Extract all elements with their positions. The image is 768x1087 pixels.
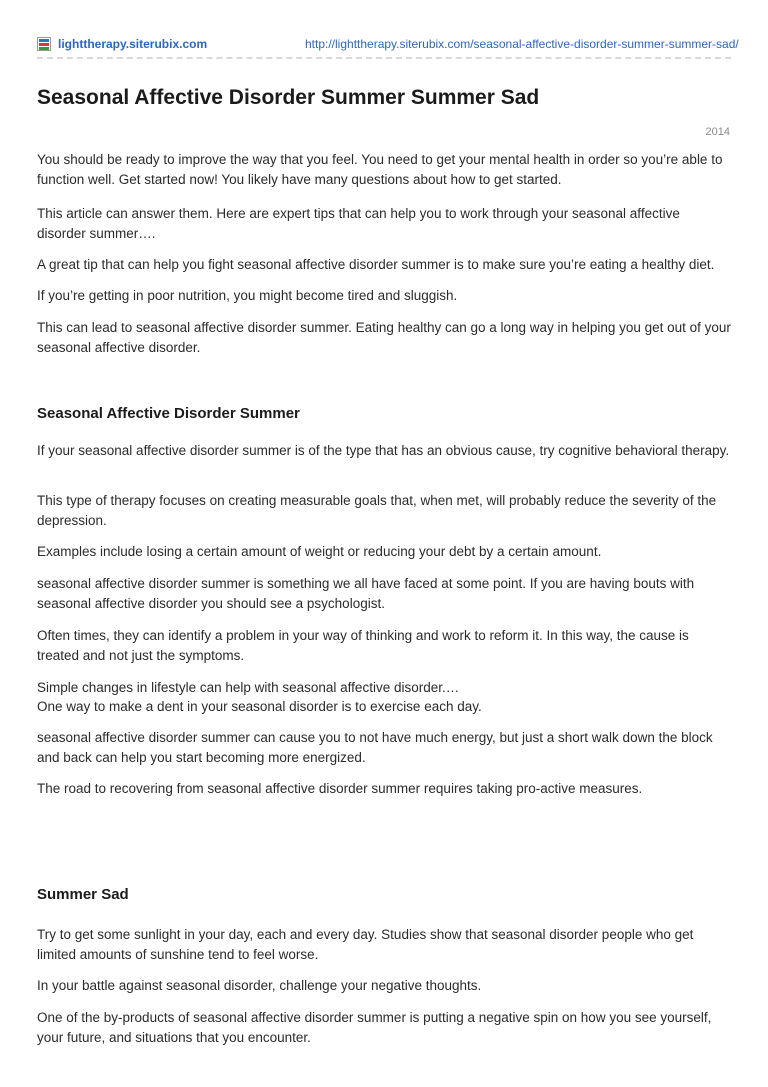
body-paragraph: Often times, they can identify a problem in your way of thinking and work to reform it. In this way, the cause is treated and not just the symptoms. bbox=[37, 628, 689, 663]
intro-paragraph: If you’re getting in poor nutrition, you might become tired and sluggish. bbox=[37, 288, 458, 303]
body-paragraph: Try to get some sunlight in your day, each and every day. Studies show that seasonal disorder people who get limited amounts of sunshine tend to feel worse. bbox=[37, 927, 694, 962]
site-favicon-icon bbox=[37, 37, 51, 51]
body-paragraph: The road to recovering from seasonal affective disorder summer requires taking pro-active measures. bbox=[37, 781, 643, 796]
intro-paragraph: This can lead to seasonal affective disorder summer. Eating healthy can go a long way in helping you get out of your seasonal affective disorder. bbox=[37, 320, 731, 355]
publication-year: 2014 bbox=[705, 126, 730, 138]
intro-paragraph: You should be ready to improve the way that you feel. You need to get your mental health in order so you’re able to function well. Get started now! You likely have many questions about how to get started. bbox=[37, 152, 723, 187]
source-header bbox=[0, 0, 768, 60]
header-divider bbox=[37, 57, 731, 59]
body-paragraph: One way to make a dent in your seasonal disorder is to exercise each day. bbox=[37, 699, 482, 714]
page-title: Seasonal Affective Disorder Summer Summer Sad bbox=[37, 86, 540, 109]
body-paragraph: Examples include losing a certain amount of weight or reducing your debt by a certain amount. bbox=[37, 544, 602, 559]
body-paragraph: One of the by-products of seasonal affective disorder summer is putting a negative spin on how you see yourself, your future, and situations that you encounter. bbox=[37, 1010, 712, 1045]
body-paragraph: In your battle against seasonal disorder, challenge your negative thoughts. bbox=[37, 978, 482, 993]
body-paragraph: seasonal affective disorder summer is something we all have faced at some point. If you are having bouts with seasonal affective disorder you should see a psychologist. bbox=[37, 576, 695, 611]
intro-paragraph: A great tip that can help you fight seasonal affective disorder summer is to make sure you’re eating a healthy diet. bbox=[37, 257, 715, 272]
page-url-link[interactable]: http://lighttherapy.siterubix.com/seasonal-affective-disorder-summer-summer-sad/ bbox=[305, 37, 739, 51]
body-paragraph: This type of therapy focuses on creating measurable goals that, when met, will probably reduce the severity of the depression. bbox=[37, 493, 717, 528]
section-heading: Seasonal Affective Disorder Summer bbox=[37, 405, 300, 422]
body-paragraph: Simple changes in lifestyle can help with seasonal affective disorder.… bbox=[37, 680, 460, 695]
site-domain-link[interactable]: lighttherapy.siterubix.com bbox=[58, 37, 208, 51]
body-paragraph: seasonal affective disorder summer can cause you to not have much energy, but just a short walk down the block and back can help you start becoming more energized. bbox=[37, 730, 713, 765]
section-heading: Summer Sad bbox=[37, 886, 129, 903]
intro-paragraph: This article can answer them. Here are expert tips that can help you to work through your seasonal affective disorder summer…. bbox=[37, 206, 680, 241]
body-paragraph: If your seasonal affective disorder summer is of the type that has an obvious cause, try cognitive behavioral therapy. bbox=[37, 443, 730, 458]
